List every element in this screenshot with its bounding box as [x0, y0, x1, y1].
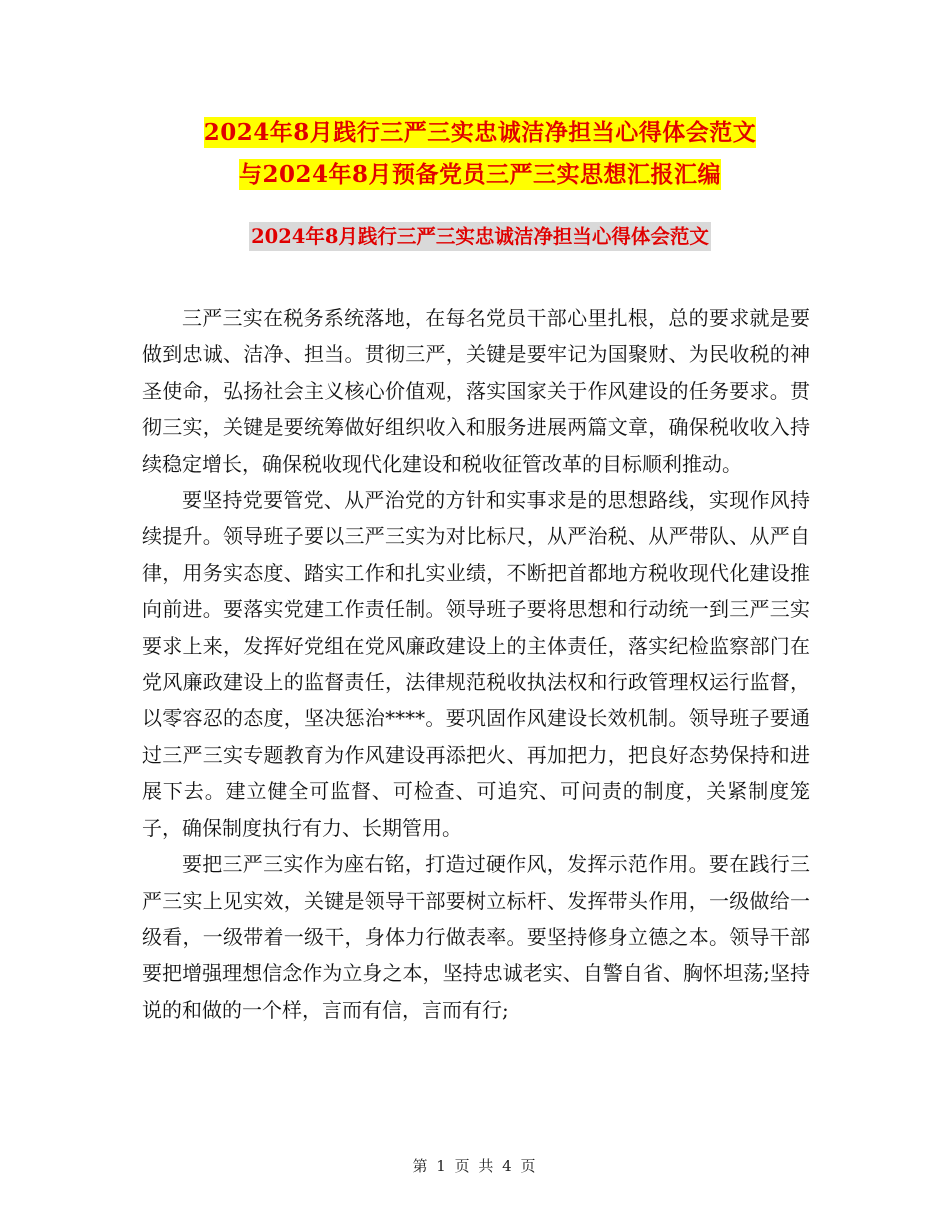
section-title-text: 2024年8月践行三严三实忠诚洁净担当心得体会范文: [249, 222, 711, 251]
document-body: [142, 300, 810, 1028]
title-line-2: 与2024年8月预备党员三严三实思想汇报汇编: [238, 161, 722, 188]
paragraph: 要坚持党要管党、从严治党的方针和实事求是的思想路线，实现作风持续提升。领导班子要以三严三实为对比标尺，从严治税、从严带队、从严自律，用务实态度、踏实工作和扎实业绩，不断把首都地方税收现代化建设推向前进。要落实党建工作责任制。领导班子要将思想和行动统一到三严三实要求上来，发挥好党组在党风廉政建设上的主体责任，落实纪检监察部门在党风廉政建设上的监督责任，法律规范税收执法权和行政管理权运行监督，以零容忍的态度，坚决惩治****。要巩固作风建设长效机制。领导班子要通过三严三实专题教育为作风建设再添把火、再加把力，把良好态势保持和进展下去。建立健全可监督、可检查、可追究、可问责的制度，关紧制度笼子，确保制度执行有力、长期管用。: [142, 488, 810, 840]
section-title: [140, 220, 820, 254]
title-line-1: 2024年8月践行三严三实忠诚洁净担当心得体会范文: [203, 119, 757, 146]
paragraph: 要把三严三实作为座右铭，打造过硬作风，发挥示范作用。要在践行三严三实上见实效，关键是领导干部要树立标杆、发挥带头作用，一级做给一级看，一级带着一级干，身体力行做表率。要坚持修身立德之本。领导干部要把增强理想信念作为立身之本，坚持忠诚老实、自警自省、胸怀坦荡;坚持说的和做的一个样，言而有信，言而有行;: [142, 852, 810, 1022]
page-footer: 第 1 页 共 4 页: [412, 1157, 538, 1175]
paragraph: 三严三实在税务系统落地，在每名党员干部心里扎根，总的要求就是要做到忠诚、洁净、担当。贯彻三严，关键是要牢记为国聚财、为民收税的神圣使命，弘扬社会主义核心价值观，落实国家关于作风建设的任务要求。贯彻三实，关键是要统筹做好组织收入和服务进展两篇文章，确保税收收入持续稳定增长，确保税收现代化建设和税收征管改革的目标顺利推动。: [142, 306, 810, 476]
document-title: [140, 112, 820, 196]
